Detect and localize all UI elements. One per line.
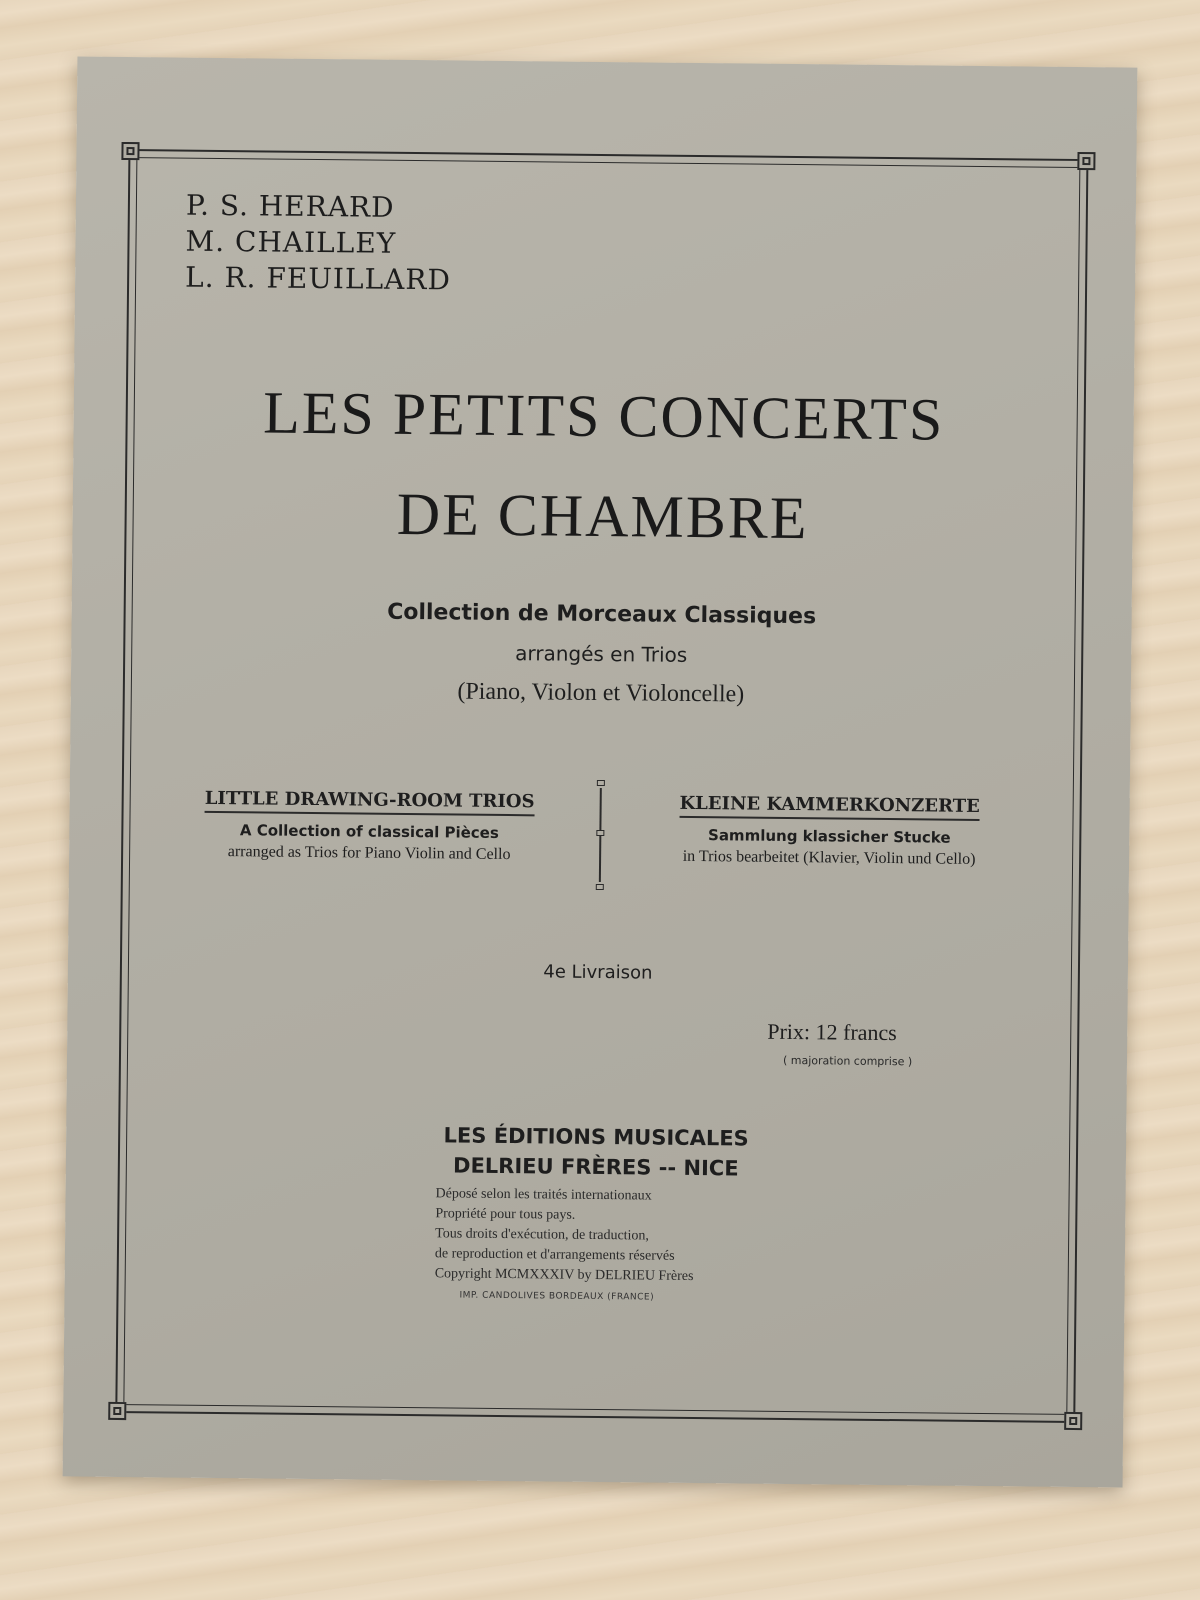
authors <box>185 188 452 299</box>
title-line-2: DE CHAMBRE <box>396 480 809 552</box>
legal-line: Propriété pour tous pays. <box>435 1206 576 1223</box>
price-note: ( majoration comprise ) <box>782 1053 913 1069</box>
corner-ornament <box>108 1402 126 1420</box>
subtitle-collection: Collection de Morceaux Classiques <box>387 599 817 630</box>
corner-ornament <box>121 142 139 160</box>
author-name: L. R. FEUILLARD <box>184 260 452 297</box>
german-line: in Trios bearbeitet (Klavier, Violin und Cello) <box>682 847 976 868</box>
english-line: A Collection of classical Pièces <box>239 821 499 842</box>
price: Prix: 12 francs <box>767 1018 897 1046</box>
author-name: M. CHAILLEY <box>185 224 397 260</box>
divider-knob <box>596 884 604 890</box>
corner-ornament <box>1064 1412 1082 1430</box>
german-heading: KLEINE KAMMERKONZERTE <box>679 793 979 821</box>
title-line-1: LES PETITS CONCERTS <box>262 379 945 453</box>
english-heading: LITTLE DRAWING-ROOM TRIOS <box>205 788 535 816</box>
subtitle-arrangement: arrangés en Trios <box>515 641 688 667</box>
publisher <box>66 1116 1127 1187</box>
sheet-music-cover <box>63 56 1138 1487</box>
issue-number: 4e Livraison <box>543 961 653 984</box>
corner-ornament <box>1077 152 1095 170</box>
legal-line: Déposé selon les traités internationaux <box>435 1186 652 1204</box>
english-line: arranged as Trios for Piano Violin and Cello <box>227 843 511 864</box>
german-title-block <box>629 792 1030 869</box>
divider-knob <box>597 780 605 786</box>
legal-line: de reproduction et d'arrangements réservés <box>434 1246 675 1264</box>
legal-line: Copyright MCMXXXIV by DELRIEU Frères <box>434 1266 694 1285</box>
publisher-line: LES ÉDITIONS MUSICALES <box>443 1123 749 1151</box>
english-title-block <box>169 787 570 864</box>
subtitle-instruments: (Piano, Violon et Violoncelle) <box>457 678 745 708</box>
column-divider <box>596 780 605 890</box>
publisher-line: DELRIEU FRÈRES -- NICE <box>452 1153 739 1181</box>
legal-line: Tous droits d'exécution, de traduction, <box>435 1226 650 1244</box>
divider-knob <box>596 830 604 836</box>
printer-credit: IMP. CANDOLIVES BORDEAUX (FRANCE) <box>459 1290 655 1303</box>
german-line: Sammlung klassicher Stucke <box>707 826 951 847</box>
legal-notice <box>435 1184 695 1287</box>
author-name: P. S. HERARD <box>185 188 395 224</box>
